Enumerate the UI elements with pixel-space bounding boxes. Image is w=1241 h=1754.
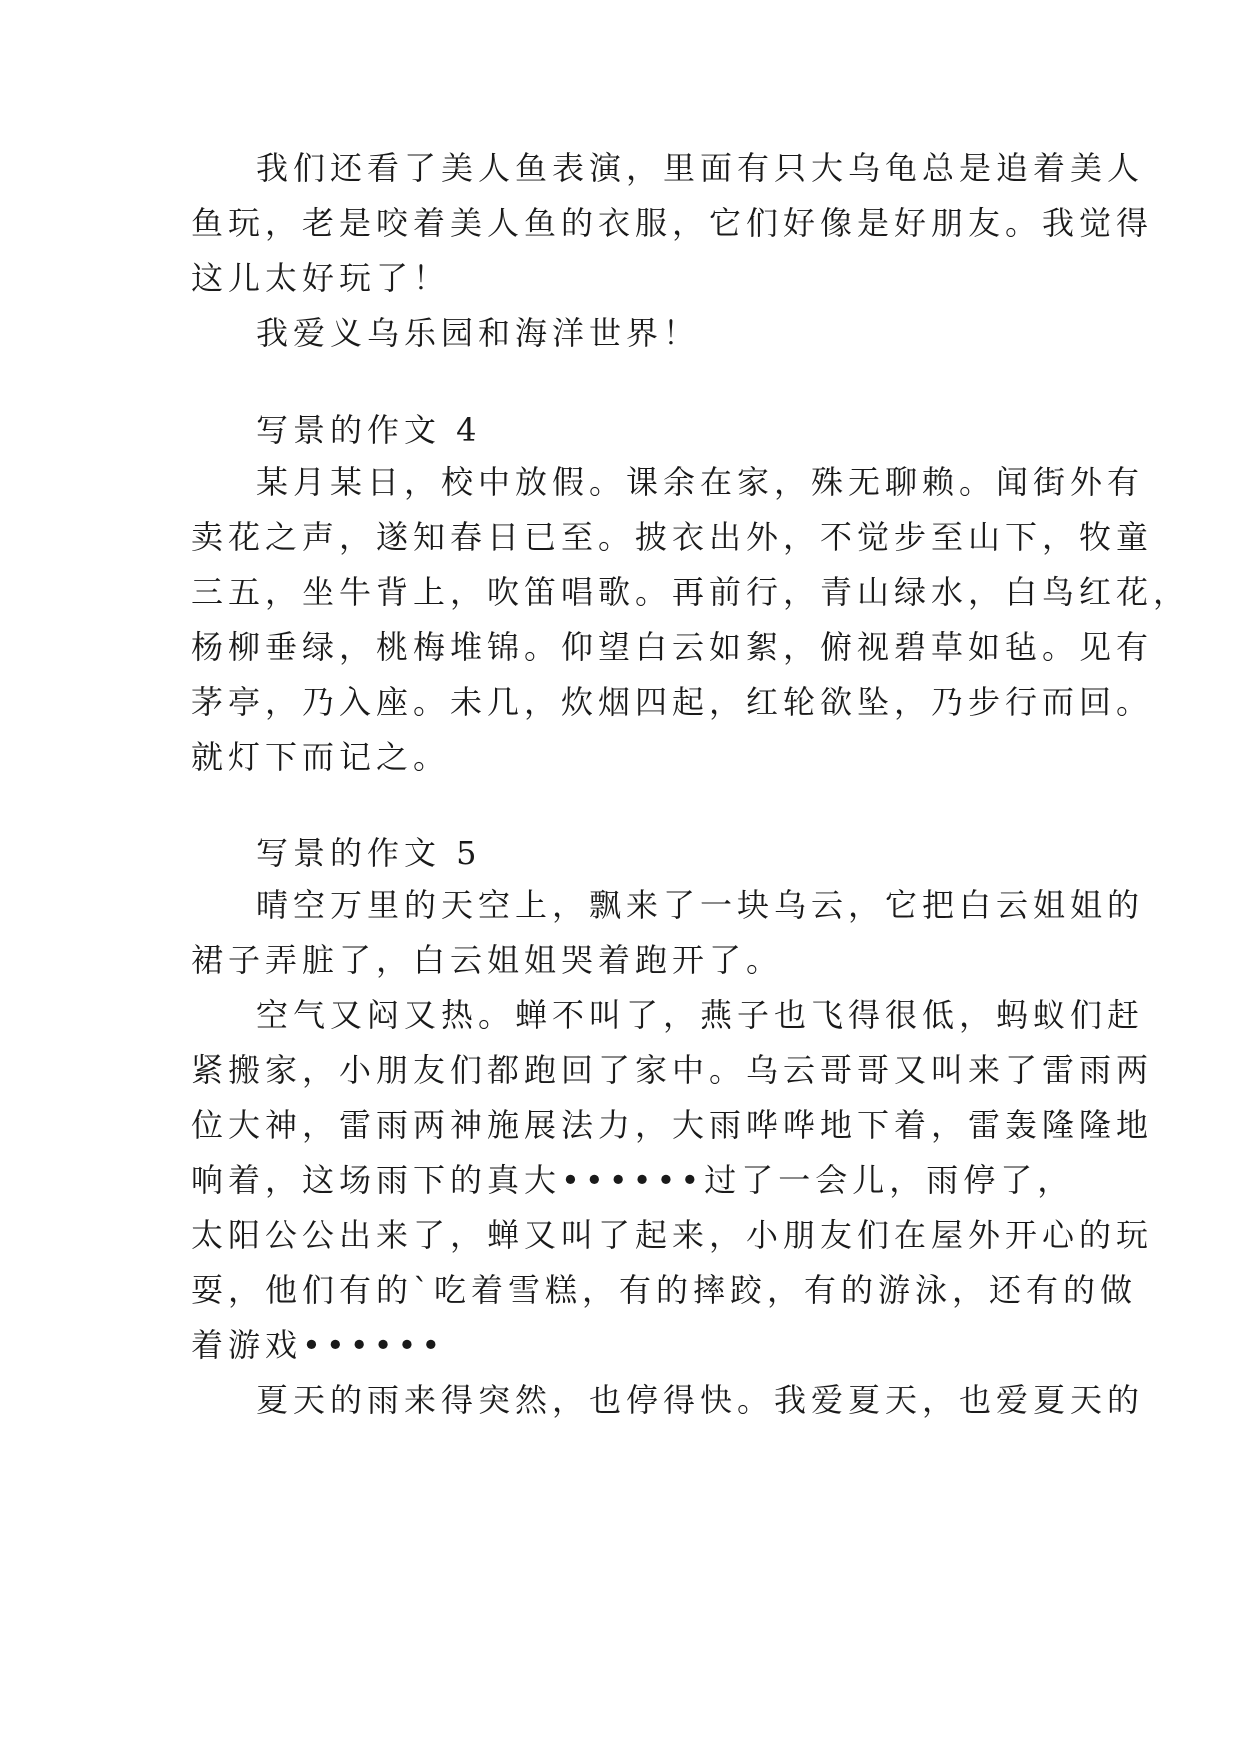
paragraph-line: 某月某日，校中放假。课余在家，殊无聊赖。闻街外有	[256, 463, 1145, 501]
paragraph-line: 着游戏••••••	[191, 1326, 446, 1364]
paragraph-line: 紧搬家，小朋友们都跑回了家中。乌云哥哥又叫来了雷雨两	[191, 1051, 1154, 1089]
paragraph-line: 响着，这场雨下的真大••••••过了一会儿，雨停了，	[191, 1161, 1075, 1199]
paragraph-line: 空气又闷又热。蝉不叫了，燕子也飞得很低，蚂蚁们赶	[256, 996, 1145, 1034]
paragraph-line: 这儿太好玩了！	[191, 259, 451, 297]
paragraph-line: 我爱义乌乐园和海洋世界！	[256, 314, 701, 352]
paragraph-line: 茅亭，乃入座。未几，炊烟四起，红轮欲坠，乃步行而回。	[191, 683, 1154, 721]
paragraph-line: 位大神，雷雨两神施展法力，大雨哗哗地下着，雷轰隆隆地	[191, 1106, 1154, 1144]
paragraph-line: 鱼玩，老是咬着美人鱼的衣服，它们好像是好朋友。我觉得	[191, 204, 1154, 242]
paragraph-line: 我们还看了美人鱼表演，里面有只大乌龟总是追着美人	[256, 149, 1145, 187]
paragraph-line: 三五，坐牛背上，吹笛唱歌。再前行，青山绿水，白鸟红花，	[191, 573, 1191, 611]
paragraph-line: 杨柳垂绿，桃梅堆锦。仰望白云如絮，俯视碧草如毡。见有	[191, 628, 1154, 666]
paragraph-line: 裙子弄脏了，白云姐姐哭着跑开了。	[191, 941, 784, 979]
paragraph-line: 耍，他们有的`吃着雪糕，有的摔跤，有的游泳，还有的做	[191, 1271, 1138, 1309]
paragraph-line: 太阳公公出来了，蝉又叫了起来，小朋友们在屋外开心的玩	[191, 1216, 1154, 1254]
paragraph-line: 夏天的雨来得突然，也停得快。我爱夏天，也爱夏天的	[256, 1381, 1145, 1419]
section-heading: 写景的作文 5	[256, 834, 482, 872]
section-heading: 写景的作文 4	[256, 411, 482, 449]
paragraph-line: 晴空万里的天空上，飘来了一块乌云，它把白云姐姐的	[256, 886, 1145, 924]
paragraph-line: 就灯下而记之。	[191, 738, 451, 776]
paragraph-line: 卖花之声，遂知春日已至。披衣出外，不觉步至山下，牧童	[191, 518, 1154, 556]
